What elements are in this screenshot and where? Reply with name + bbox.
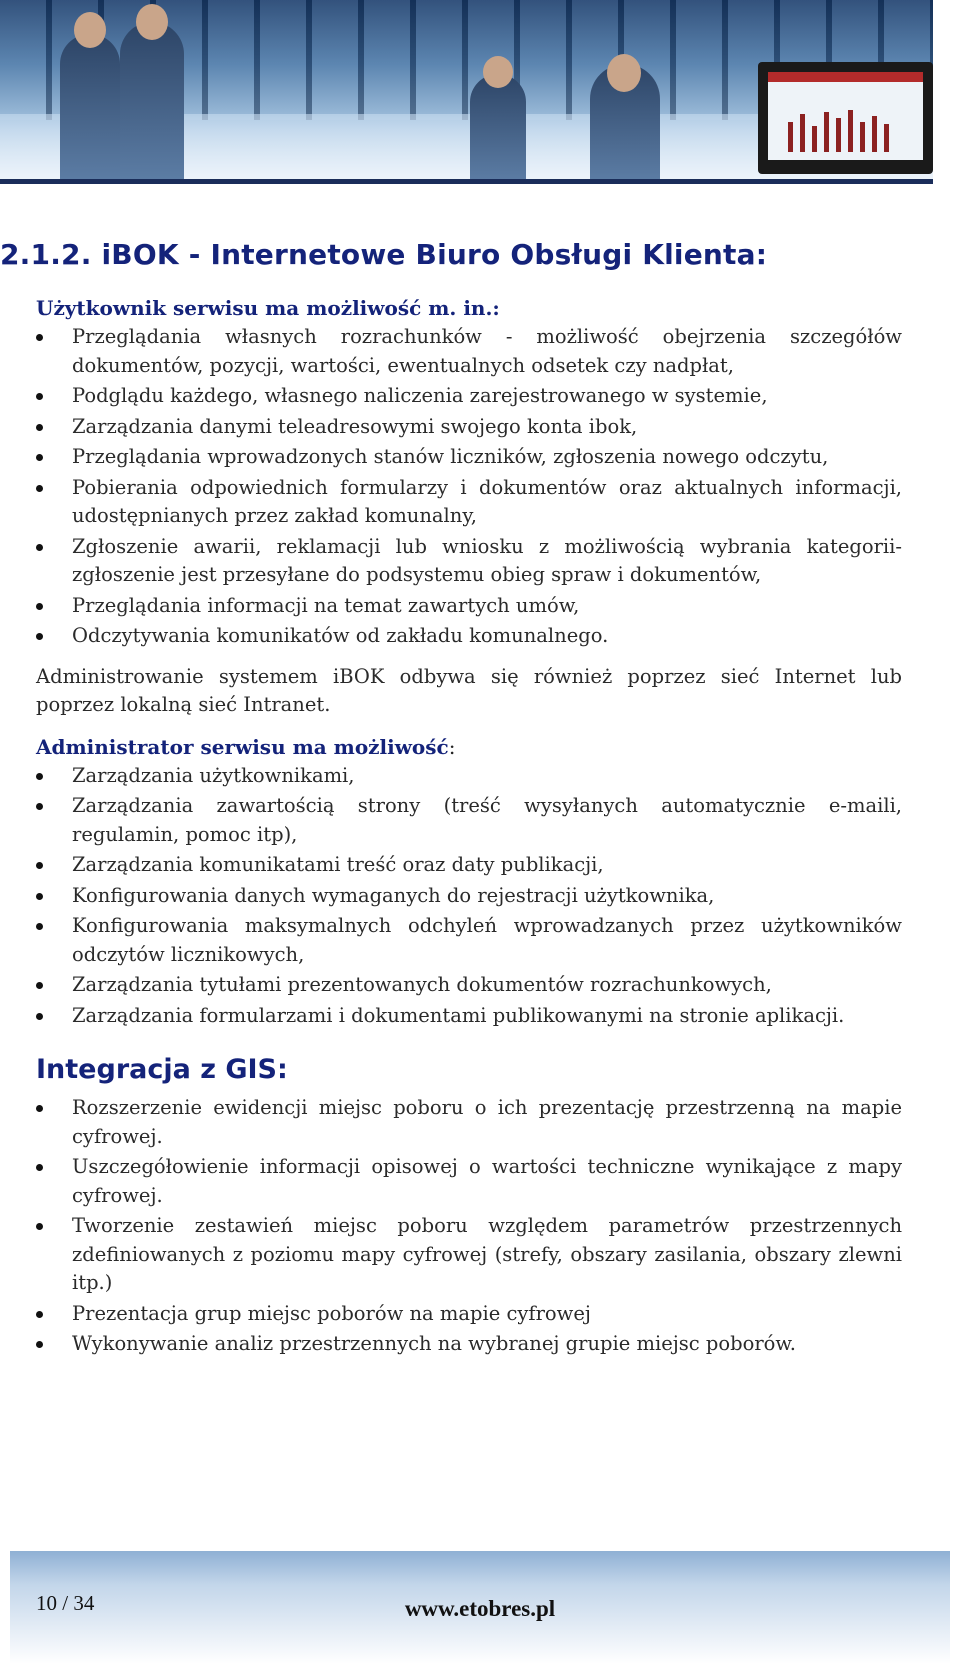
list-item: Wykonywanie analiz przestrzennych na wybranej grupie miejsc poborów. xyxy=(36,1330,902,1359)
list-item: Podglądu każdego, własnego naliczenia zarejestrowanego w systemie, xyxy=(36,382,902,411)
header-banner-image xyxy=(0,0,933,184)
list-item: Zarządzania użytkownikami, xyxy=(36,762,902,791)
admin-capabilities-list xyxy=(36,762,902,1031)
gis-section-heading: Integracja z GIS: xyxy=(36,1054,288,1085)
list-item: Zarządzania tytułami prezentowanych dokumentów rozrachunkowych, xyxy=(36,971,902,1000)
user-capabilities-list xyxy=(36,323,902,651)
list-item: Konfigurowania maksymalnych odchyleń wprowadzanych przez użytkowników odczytów licznikowych, xyxy=(36,912,902,969)
monitor-illustration xyxy=(758,62,933,174)
gis-features-list xyxy=(36,1094,902,1359)
list-item: Zarządzania danymi teleadresowymi swojego konta ibok, xyxy=(36,413,902,442)
list-item: Pobierania odpowiednich formularzy i dokumentów oraz aktualnych informacji, udostępnianych przez zakład komunalny, xyxy=(36,474,902,531)
list-item: Przeglądania wprowadzonych stanów liczników, zgłoszenia nowego odczytu, xyxy=(36,443,902,472)
admin-paragraph: Administrowanie systemem iBOK odbywa się również poprzez sieć Internet lub poprzez lokalną sieć Intranet. xyxy=(36,664,902,716)
user-section-heading-text: Użytkownik serwisu ma możliwość m. in. xyxy=(36,296,493,320)
list-item: Zgłoszenie awarii, reklamacji lub wniosku z możliwością wybrania kategorii-zgłoszenie jest przesyłane do podsystemu obieg spraw i dokumentów, xyxy=(36,533,902,590)
list-item: Zarządzania komunikatami treść oraz daty publikacji, xyxy=(36,851,902,880)
list-item: Odczytywania komunikatów od zakładu komunalnego. xyxy=(36,622,902,651)
list-item: Konfigurowania danych wymaganych do rejestracji użytkownika, xyxy=(36,882,902,911)
admin-section-heading xyxy=(36,732,902,762)
admin-section-heading-text: Administrator serwisu ma możliwość xyxy=(36,734,449,759)
list-item: Rozszerzenie ewidencji miejsc poboru o ich prezentację przestrzenną na mapie cyfrowej. xyxy=(36,1094,902,1151)
user-section-heading xyxy=(36,293,902,323)
list-item: Zarządzania zawartością strony (treść wysyłanych automatycznie e-maili, regulamin, pomoc itp), xyxy=(36,792,902,849)
page-title: 2.1.2. iBOK - Internetowe Biuro Obsługi Klienta: xyxy=(0,238,768,271)
list-item: Prezentacja grup miejsc poborów na mapie cyfrowej xyxy=(36,1300,902,1329)
list-item: Zarządzania formularzami i dokumentami publikowanymi na stronie aplikacji. xyxy=(36,1002,902,1031)
list-item: Przeglądania własnych rozrachunków - możliwość obejrzenia szczegółów dokumentów, pozycji, wartości, ewentualnych odsetek czy nadpłat, xyxy=(36,323,902,380)
list-item: Uszczegółowienie informacji opisowej o wartości techniczne wynikające z mapy cyfrowej. xyxy=(36,1153,902,1210)
user-section-heading-suffix: : xyxy=(492,296,500,320)
list-item: Tworzenie zestawień miejsc poboru względem parametrów przestrzennych zdefiniowanych z poziomu mapy cyfrowej (strefy, obszary zasilania, obszary zlewni itp.) xyxy=(36,1212,902,1298)
page-footer xyxy=(10,1551,950,1664)
list-item: Przeglądania informacji na temat zawartych umów, xyxy=(36,592,902,621)
footer-website-link[interactable]: www.etobres.pl xyxy=(404,1596,556,1621)
page-number: 10 / 34 xyxy=(36,1591,95,1615)
page-content xyxy=(36,293,902,1361)
admin-section-heading-suffix: : xyxy=(448,734,456,759)
